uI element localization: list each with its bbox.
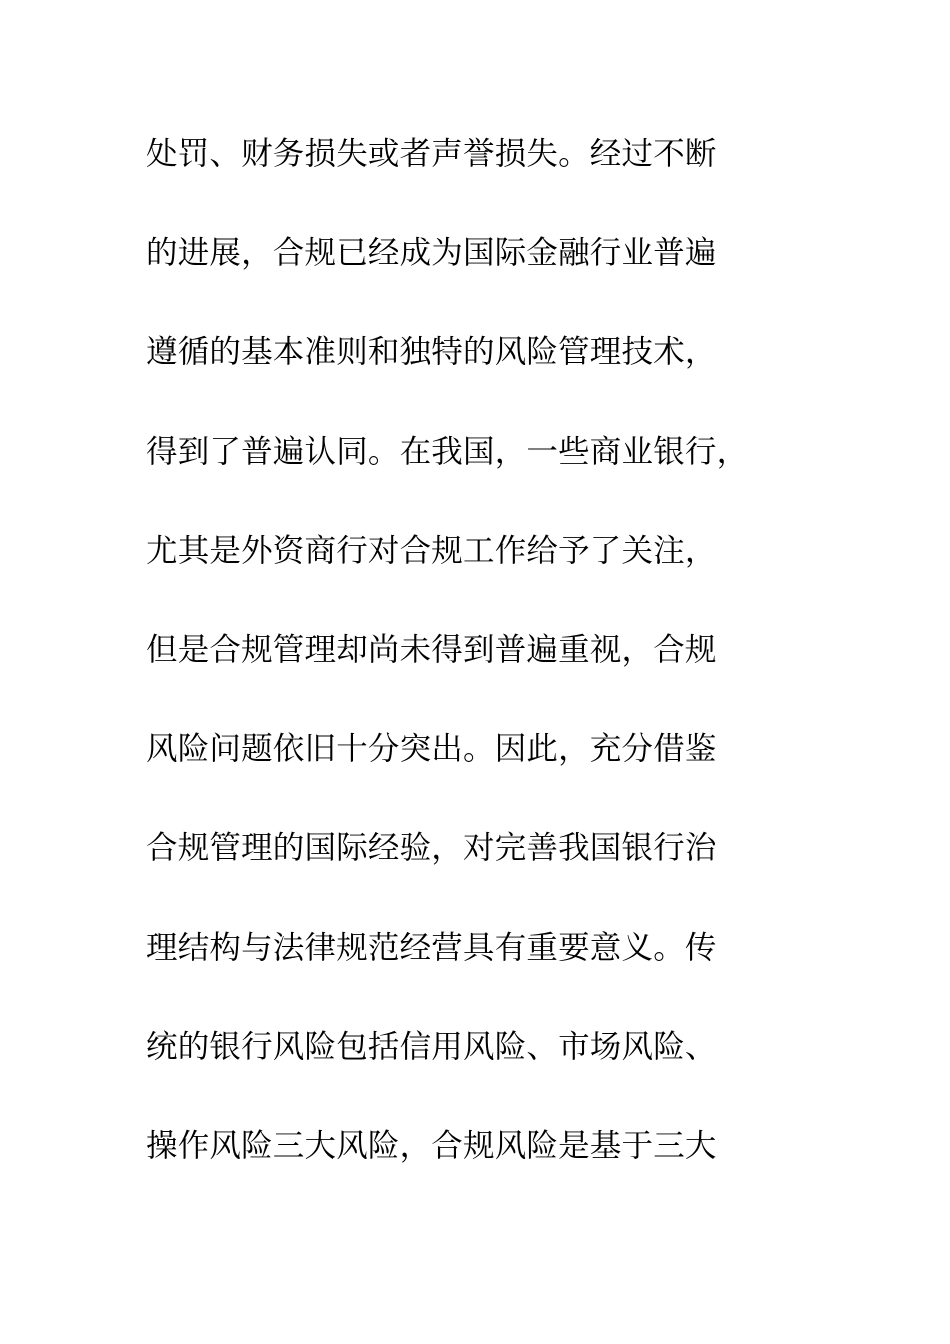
text-line: 但是合规管理却尚未得到普遍重视，合规 bbox=[146, 631, 717, 668]
text-line: 风险问题依旧十分突出。因此，充分借鉴 bbox=[146, 731, 717, 768]
text-line: 操作风险三大风险，合规风险是基于三大 bbox=[146, 1127, 717, 1164]
text-line: 处罚、财务损失或者声誉损失。经过不断 bbox=[146, 136, 717, 172]
text-line: 理结构与法律规范经营具有重要意义。传 bbox=[146, 929, 717, 966]
text-line: 尤其是外资商行对合规工作给予了关注， bbox=[146, 532, 717, 569]
text-line: 的进展，合规已经成为国际金融行业普遍 bbox=[146, 235, 717, 272]
text-line: 遵循的基本准则和独特的风险管理技术， bbox=[146, 334, 717, 371]
text-line: 得到了普遍认同。在我国，一些商业银行， bbox=[146, 433, 749, 470]
text-line: 合规管理的国际经验，对完善我国银行治 bbox=[146, 830, 717, 867]
text-line: 统的银行风险包括信用风险、市场风险、 bbox=[146, 1028, 717, 1065]
body-text bbox=[146, 126, 806, 1217]
